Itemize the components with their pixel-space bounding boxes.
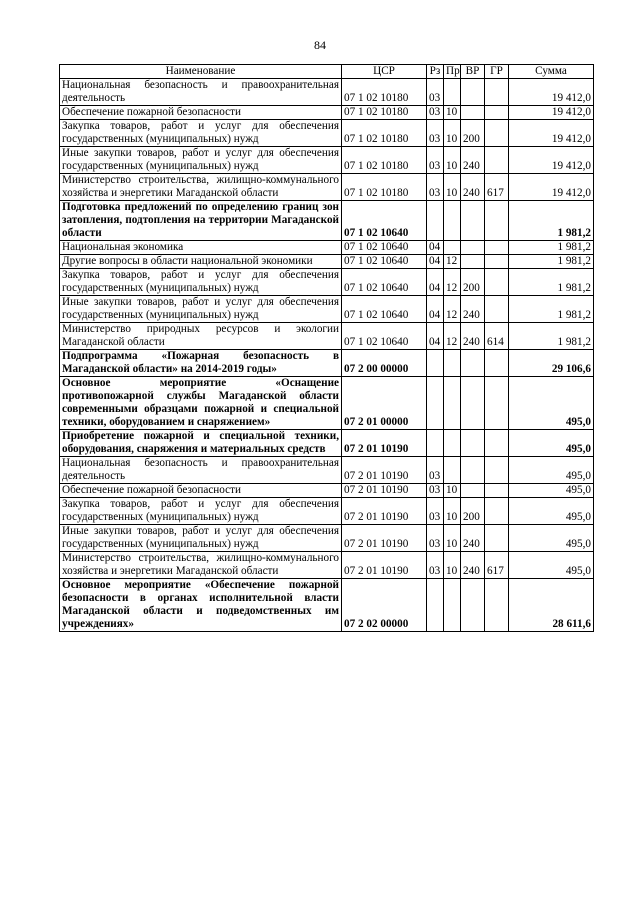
cell-gr: 614 bbox=[485, 323, 509, 350]
cell-csr: 07 2 01 10190 bbox=[342, 457, 427, 484]
table-row bbox=[60, 350, 594, 377]
cell-vr: 240 bbox=[461, 174, 485, 201]
cell-sum: 495,0 bbox=[509, 552, 594, 579]
cell-pr bbox=[444, 377, 461, 430]
cell-gr bbox=[485, 377, 509, 430]
header-name: Наименование bbox=[60, 65, 342, 79]
cell-pr: 12 bbox=[444, 323, 461, 350]
cell-vr bbox=[461, 457, 485, 484]
cell-csr: 07 2 01 00000 bbox=[342, 377, 427, 430]
cell-rz: 04 bbox=[427, 255, 444, 269]
header-pr: Пр bbox=[444, 65, 461, 79]
table-row bbox=[60, 484, 594, 498]
cell-sum: 495,0 bbox=[509, 484, 594, 498]
cell-vr bbox=[461, 579, 485, 632]
budget-table bbox=[59, 64, 594, 632]
cell-name: Национальная безопасность и правоохранительная деятельность bbox=[60, 79, 342, 106]
cell-name: Закупка товаров, работ и услуг для обеспечения государственных (муниципальных) нужд bbox=[60, 120, 342, 147]
cell-sum: 19 412,0 bbox=[509, 174, 594, 201]
cell-name: Закупка товаров, работ и услуг для обеспечения государственных (муниципальных) нужд bbox=[60, 498, 342, 525]
cell-vr: 240 bbox=[461, 147, 485, 174]
table-row bbox=[60, 241, 594, 255]
table-row bbox=[60, 552, 594, 579]
table-row bbox=[60, 296, 594, 323]
cell-rz: 03 bbox=[427, 498, 444, 525]
cell-sum: 1 981,2 bbox=[509, 323, 594, 350]
cell-rz: 04 bbox=[427, 323, 444, 350]
table-row bbox=[60, 174, 594, 201]
cell-pr bbox=[444, 79, 461, 106]
header-row bbox=[60, 65, 594, 79]
cell-vr: 200 bbox=[461, 498, 485, 525]
cell-csr: 07 1 02 10640 bbox=[342, 323, 427, 350]
cell-sum: 495,0 bbox=[509, 430, 594, 457]
table-body bbox=[60, 79, 594, 632]
cell-pr: 10 bbox=[444, 106, 461, 120]
cell-gr bbox=[485, 296, 509, 323]
cell-name: Обеспечение пожарной безопасности bbox=[60, 106, 342, 120]
cell-csr: 07 1 02 10180 bbox=[342, 120, 427, 147]
cell-rz: 03 bbox=[427, 147, 444, 174]
cell-pr bbox=[444, 430, 461, 457]
table-row bbox=[60, 255, 594, 269]
cell-rz bbox=[427, 430, 444, 457]
cell-sum: 29 106,6 bbox=[509, 350, 594, 377]
table-row bbox=[60, 457, 594, 484]
table-row bbox=[60, 525, 594, 552]
cell-vr bbox=[461, 106, 485, 120]
cell-rz bbox=[427, 377, 444, 430]
cell-csr: 07 2 01 10190 bbox=[342, 430, 427, 457]
cell-sum: 495,0 bbox=[509, 498, 594, 525]
cell-sum: 19 412,0 bbox=[509, 147, 594, 174]
cell-gr bbox=[485, 241, 509, 255]
cell-name: Обеспечение пожарной безопасности bbox=[60, 484, 342, 498]
cell-csr: 07 1 02 10640 bbox=[342, 296, 427, 323]
cell-rz: 03 bbox=[427, 552, 444, 579]
cell-sum: 28 611,6 bbox=[509, 579, 594, 632]
cell-name: Иные закупки товаров, работ и услуг для обеспечения государственных (муниципальных) нужд bbox=[60, 147, 342, 174]
cell-sum: 1 981,2 bbox=[509, 269, 594, 296]
cell-gr bbox=[485, 484, 509, 498]
cell-sum: 495,0 bbox=[509, 525, 594, 552]
cell-rz: 04 bbox=[427, 269, 444, 296]
cell-rz: 03 bbox=[427, 525, 444, 552]
cell-vr bbox=[461, 350, 485, 377]
cell-rz: 04 bbox=[427, 296, 444, 323]
cell-name: Национальная экономика bbox=[60, 241, 342, 255]
cell-gr bbox=[485, 457, 509, 484]
cell-csr: 07 2 01 10190 bbox=[342, 552, 427, 579]
cell-vr bbox=[461, 241, 485, 255]
table-row bbox=[60, 377, 594, 430]
header-rz: Рз bbox=[427, 65, 444, 79]
cell-rz: 03 bbox=[427, 457, 444, 484]
cell-sum: 19 412,0 bbox=[509, 106, 594, 120]
table-row bbox=[60, 120, 594, 147]
cell-pr bbox=[444, 350, 461, 377]
cell-name: Иные закупки товаров, работ и услуг для обеспечения государственных (муниципальных) нужд bbox=[60, 296, 342, 323]
cell-rz bbox=[427, 579, 444, 632]
cell-gr bbox=[485, 147, 509, 174]
cell-name: Национальная безопасность и правоохранительная деятельность bbox=[60, 457, 342, 484]
cell-rz: 03 bbox=[427, 120, 444, 147]
cell-pr: 12 bbox=[444, 296, 461, 323]
cell-vr bbox=[461, 255, 485, 269]
cell-vr bbox=[461, 484, 485, 498]
cell-gr: 617 bbox=[485, 552, 509, 579]
table-row bbox=[60, 201, 594, 241]
table-row bbox=[60, 79, 594, 106]
cell-rz bbox=[427, 350, 444, 377]
cell-gr bbox=[485, 201, 509, 241]
cell-sum: 1 981,2 bbox=[509, 201, 594, 241]
cell-rz bbox=[427, 201, 444, 241]
cell-name: Министерство природных ресурсов и экологии Магаданской области bbox=[60, 323, 342, 350]
cell-rz: 04 bbox=[427, 241, 444, 255]
cell-vr bbox=[461, 377, 485, 430]
cell-sum: 1 981,2 bbox=[509, 296, 594, 323]
page-number: 84 bbox=[314, 38, 326, 52]
cell-name: Министерство строительства, жилищно-коммунального хозяйства и энергетики Магаданской области bbox=[60, 552, 342, 579]
header-vr: ВР bbox=[461, 65, 485, 79]
cell-csr: 07 1 02 10180 bbox=[342, 174, 427, 201]
cell-pr: 12 bbox=[444, 255, 461, 269]
cell-sum: 19 412,0 bbox=[509, 120, 594, 147]
cell-vr: 240 bbox=[461, 296, 485, 323]
table-row bbox=[60, 147, 594, 174]
cell-vr: 240 bbox=[461, 525, 485, 552]
cell-name: Закупка товаров, работ и услуг для обеспечения государственных (муниципальных) нужд bbox=[60, 269, 342, 296]
cell-csr: 07 2 02 00000 bbox=[342, 579, 427, 632]
cell-gr bbox=[485, 579, 509, 632]
cell-vr: 200 bbox=[461, 269, 485, 296]
cell-pr: 10 bbox=[444, 120, 461, 147]
cell-vr: 200 bbox=[461, 120, 485, 147]
cell-name: Другие вопросы в области национальной экономики bbox=[60, 255, 342, 269]
cell-name: Основное мероприятие «Обеспечение пожарной безопасности в органах исполнительной власти Магаданской области и подведомственных им учреждениях» bbox=[60, 579, 342, 632]
cell-pr: 10 bbox=[444, 552, 461, 579]
cell-name: Основное мероприятие «Оснащение противопожарной службы Магаданской области современными образцами пожарной и специальной техники, оборудованием и снаряжением» bbox=[60, 377, 342, 430]
table-row bbox=[60, 106, 594, 120]
cell-gr bbox=[485, 430, 509, 457]
cell-csr: 07 1 02 10640 bbox=[342, 269, 427, 296]
cell-csr: 07 2 01 10190 bbox=[342, 484, 427, 498]
cell-vr: 240 bbox=[461, 552, 485, 579]
cell-rz: 03 bbox=[427, 484, 444, 498]
cell-csr: 07 2 00 00000 bbox=[342, 350, 427, 377]
cell-vr bbox=[461, 430, 485, 457]
table-row bbox=[60, 430, 594, 457]
cell-csr: 07 1 02 10180 bbox=[342, 106, 427, 120]
cell-csr: 07 1 02 10640 bbox=[342, 255, 427, 269]
cell-pr: 10 bbox=[444, 498, 461, 525]
table-row bbox=[60, 323, 594, 350]
cell-pr: 10 bbox=[444, 147, 461, 174]
cell-sum: 19 412,0 bbox=[509, 79, 594, 106]
cell-csr: 07 2 01 10190 bbox=[342, 498, 427, 525]
cell-pr: 12 bbox=[444, 269, 461, 296]
cell-gr bbox=[485, 525, 509, 552]
cell-gr bbox=[485, 79, 509, 106]
cell-csr: 07 1 02 10640 bbox=[342, 201, 427, 241]
cell-gr bbox=[485, 498, 509, 525]
cell-name: Министерство строительства, жилищно-коммунального хозяйства и энергетики Магаданской области bbox=[60, 174, 342, 201]
cell-pr bbox=[444, 201, 461, 241]
cell-vr bbox=[461, 79, 485, 106]
cell-name: Приобретение пожарной и специальной техники, оборудования, снаряжения и материальных средств bbox=[60, 430, 342, 457]
table-row bbox=[60, 579, 594, 632]
cell-gr bbox=[485, 255, 509, 269]
cell-pr bbox=[444, 579, 461, 632]
header-sum: Сумма bbox=[509, 65, 594, 79]
cell-vr bbox=[461, 201, 485, 241]
cell-sum: 495,0 bbox=[509, 377, 594, 430]
cell-pr: 10 bbox=[444, 525, 461, 552]
table-row bbox=[60, 269, 594, 296]
cell-csr: 07 1 02 10640 bbox=[342, 241, 427, 255]
cell-name: Подпрограмма «Пожарная безопасность в Магаданской области» на 2014-2019 годы» bbox=[60, 350, 342, 377]
header-gr: ГР bbox=[485, 65, 509, 79]
cell-gr bbox=[485, 106, 509, 120]
cell-sum: 495,0 bbox=[509, 457, 594, 484]
cell-csr: 07 1 02 10180 bbox=[342, 79, 427, 106]
cell-gr bbox=[485, 120, 509, 147]
cell-rz: 03 bbox=[427, 106, 444, 120]
cell-sum: 1 981,2 bbox=[509, 255, 594, 269]
cell-pr: 10 bbox=[444, 484, 461, 498]
cell-rz: 03 bbox=[427, 174, 444, 201]
header-csr: ЦСР bbox=[342, 65, 427, 79]
table-header bbox=[60, 65, 594, 79]
cell-name: Иные закупки товаров, работ и услуг для обеспечения государственных (муниципальных) нужд bbox=[60, 525, 342, 552]
cell-gr: 617 bbox=[485, 174, 509, 201]
cell-gr bbox=[485, 269, 509, 296]
cell-name: Подготовка предложений по определению границ зон затопления, подтопления на территории Магаданской области bbox=[60, 201, 342, 241]
table-row bbox=[60, 498, 594, 525]
cell-csr: 07 1 02 10180 bbox=[342, 147, 427, 174]
cell-pr bbox=[444, 241, 461, 255]
cell-rz: 03 bbox=[427, 79, 444, 106]
cell-vr: 240 bbox=[461, 323, 485, 350]
cell-pr: 10 bbox=[444, 174, 461, 201]
cell-csr: 07 2 01 10190 bbox=[342, 525, 427, 552]
cell-sum: 1 981,2 bbox=[509, 241, 594, 255]
cell-pr bbox=[444, 457, 461, 484]
cell-gr bbox=[485, 350, 509, 377]
